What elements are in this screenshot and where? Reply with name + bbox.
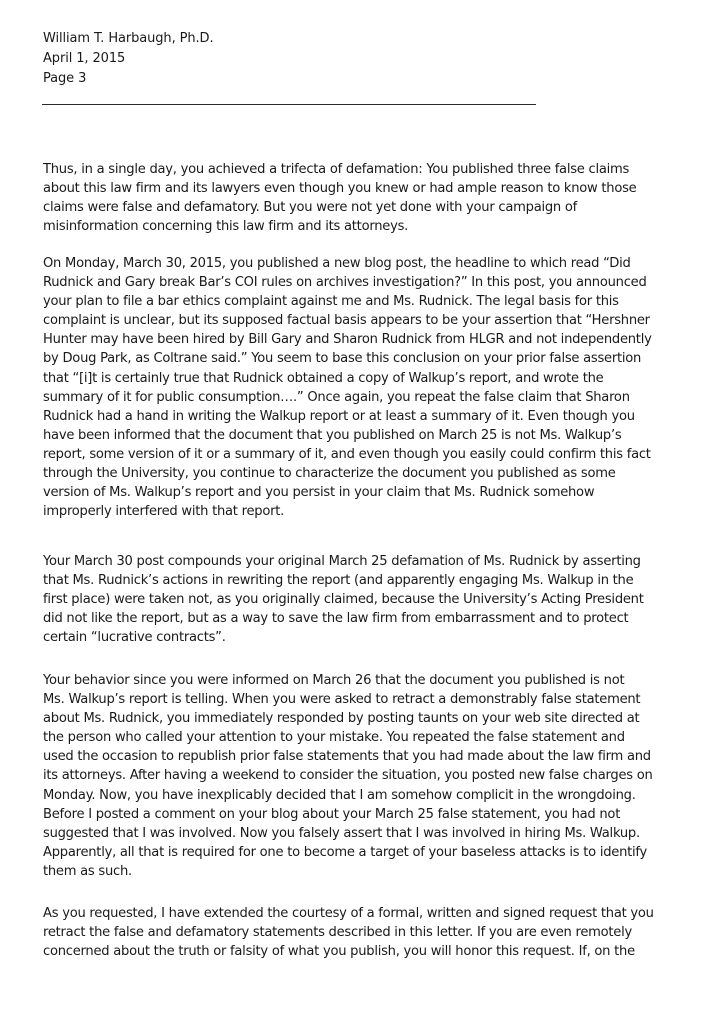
- paragraph-march-30-post: [43, 254, 652, 521]
- text-line: that Ms. Rudnick’s actions in rewriting the report (and apparently engaging Ms. Walkup in the: [43, 573, 634, 589]
- text-line: improperly interfered with that report.: [43, 504, 285, 520]
- text-line: first place) were taken not, as you originally claimed, because the University’s Acting President: [43, 592, 644, 608]
- page-number: Page 3: [43, 71, 87, 86]
- paragraph-trifecta: [43, 160, 636, 236]
- text-line: used the occasion to republish prior false statements that you had made about the law firm and: [43, 749, 651, 765]
- text-line: through the University, you continue to characterize the document you published as some: [43, 466, 616, 482]
- text-line: claims were false and defamatory. But you were not yet done with your campaign of: [43, 200, 577, 216]
- text-line: report, some version of it or a summary of it, and even though you easily could confirm this fact: [43, 446, 651, 462]
- text-line: summary of it for public consumption….” Once again, you repeat the false claim that Sharon: [43, 389, 630, 405]
- text-line: Your behavior since you were informed on March 26 that the document you published is not: [43, 673, 625, 688]
- text-line: about this law firm and its lawyers even though you knew or had ample reason to know those: [43, 181, 637, 197]
- text-line: concerned about the truth or falsity of what you publish, you will honor this request. If, on the: [43, 944, 635, 960]
- text-line: complaint is unclear, but its supposed factual basis appears to be your assertion that “Hershner: [43, 313, 650, 329]
- text-line: suggested that I was involved. Now you falsely assert that I was involved in hiring Ms. Walkup.: [43, 825, 640, 841]
- text-line: Your March 30 post compounds your original March 25 defamation of Ms. Rudnick by asserting: [43, 554, 641, 569]
- paragraph-compounds-defamation: [43, 552, 644, 647]
- text-line: Rudnick and Gary break Bar’s COI rules on archives investigation?” In this post, you announced: [43, 275, 647, 291]
- text-line: Monday. Now, you have inexplicably decided that I am somehow complicit in the wrongdoing.: [43, 787, 636, 803]
- text-line: certain “lucrative contracts”.: [43, 630, 226, 646]
- paragraph-behavior: [43, 671, 653, 881]
- text-line: misinformation concerning this law firm and its attorneys.: [43, 219, 409, 235]
- text-line: On Monday, March 30, 2015, you published a new blog post, the headline to which read “Did: [43, 256, 631, 271]
- header-divider: [42, 104, 536, 105]
- text-line: As you requested, I have extended the courtesy of a formal, written and signed request that you: [43, 906, 654, 921]
- text-line: them as such.: [43, 863, 132, 879]
- text-line: Hunter may have been hired by Bill Gary and Sharon Rudnick from HLGR and not independently: [43, 332, 652, 348]
- text-line: Before I posted a comment on your blog about your March 25 false statement, you had not: [43, 806, 621, 822]
- text-line: did not like the report, but as a way to save the law firm from embarrassment and to protect: [43, 611, 629, 627]
- text-line: its attorneys. After having a weekend to consider the situation, you posted new false charges on: [43, 768, 653, 784]
- text-line: by Doug Park, as Coltrane said.” You seem to base this conclusion on your prior false assertion: [43, 351, 642, 367]
- author-name: William T. Harbaugh, Ph.D.: [43, 31, 214, 46]
- text-line: Rudnick had a hand in writing the Walkup report or at least a summary of it. Even though you: [43, 408, 635, 424]
- text-line: Thus, in a single day, you achieved a trifecta of defamation: You published three false claims: [43, 162, 630, 177]
- text-line: Ms. Walkup’s report is telling. When you were asked to retract a demonstrably false statement: [43, 692, 641, 708]
- paragraph-request: [43, 904, 654, 961]
- text-line: Apparently, all that is required for one to become a target of your baseless attacks is to identify: [43, 844, 648, 860]
- text-line: your plan to file a bar ethics complaint against me and Ms. Rudnick. The legal basis for this: [43, 294, 619, 310]
- text-line: the person who called your attention to your mistake. You repeated the false statement and: [43, 730, 625, 746]
- text-line: that “[i]t is certainly true that Rudnick obtained a copy of Walkup’s report, and wrote the: [43, 370, 604, 386]
- text-line: about Ms. Rudnick, you immediately responded by posting taunts on your web site directed at: [43, 711, 640, 727]
- letter-date: April 1, 2015: [43, 51, 126, 66]
- text-line: version of Ms. Walkup’s report and you persist in your claim that Ms. Rudnick somehow: [43, 485, 595, 501]
- letter-header: [43, 29, 214, 89]
- text-line: retract the false and defamatory statements described in this letter. If you are even remotely: [43, 925, 632, 941]
- text-line: have been informed that the document that you published on March 25 is not Ms. Walkup’s: [43, 427, 622, 443]
